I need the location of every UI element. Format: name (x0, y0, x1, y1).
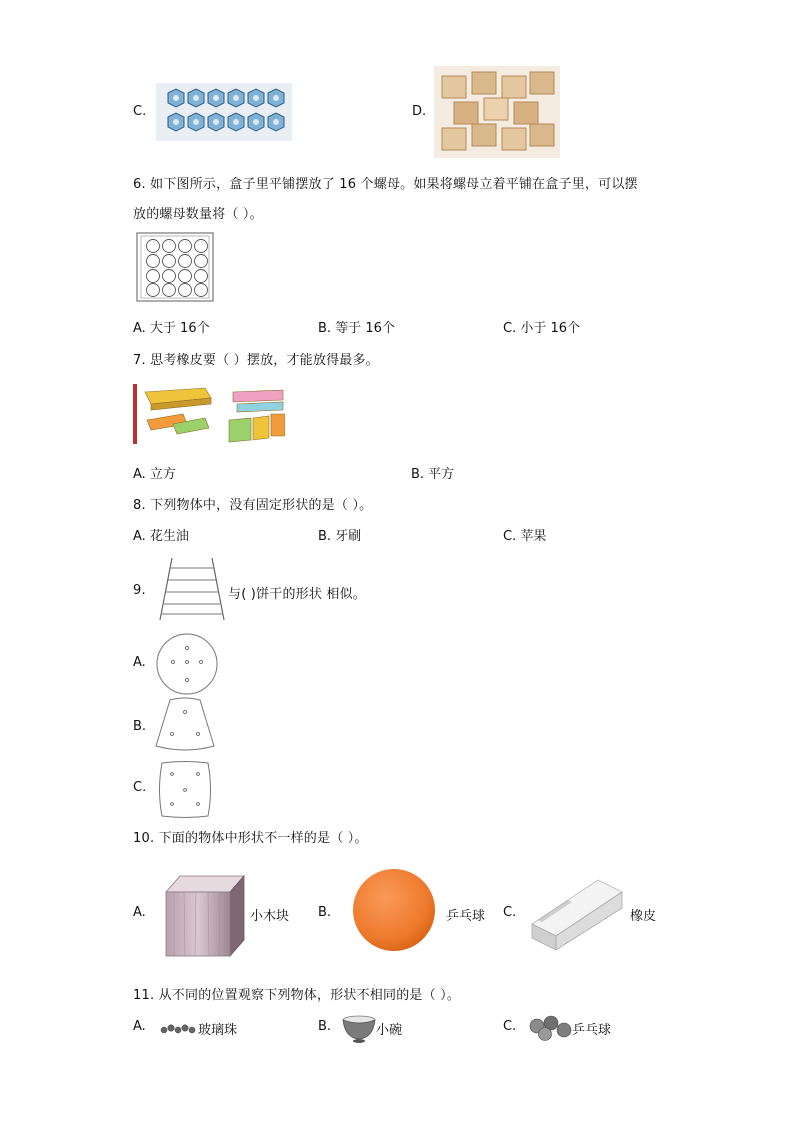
ladder-image (158, 556, 226, 622)
q9-number: 9. (133, 583, 146, 598)
q11-option-c-letter: C. (503, 1019, 517, 1034)
q10-option-b-letter: B. (318, 905, 332, 920)
q6-question-line1: 6. 如下图所示，盒子里平铺摆放了 16 个螺母。如果将螺母立着平铺在盒子里，可以摆 (133, 177, 638, 192)
q6-option-a: A. 大于 16个 (133, 321, 210, 336)
q8-question: 8. 下列物体中，没有固定形状的是（ ）。 (133, 498, 373, 513)
wood-cubes-image (434, 66, 560, 158)
q11-option-a-letter: A. (133, 1019, 146, 1034)
nut-box-image (135, 231, 215, 303)
erasers-image (133, 384, 285, 444)
ping-pong-ball-image (352, 868, 436, 952)
q10-option-c-letter: C. (503, 905, 517, 920)
q8-option-b: B. 牙刷 (318, 529, 362, 544)
eraser-image (528, 874, 624, 950)
q6-option-b: B. 等于 16个 (318, 321, 395, 336)
q9-option-c-label: C. (133, 780, 147, 795)
q10-question: 10. 下面的物体中形状不一样的是（ ）。 (133, 831, 368, 846)
q10-option-b-label: 乒乓球 (446, 909, 486, 924)
q8-option-c: C. 苹果 (503, 529, 547, 544)
q9-option-a-label: A. (133, 655, 146, 670)
square-biscuit-image (154, 760, 216, 820)
q5-option-d-label: D. (412, 104, 427, 119)
wooden-cube-image (160, 872, 246, 958)
q7-question: 7. 思考橡皮要（ ）摆放，才能放得最多。 (133, 353, 379, 368)
q11-option-c-label: 乒乓球 (572, 1023, 612, 1038)
q7-option-b: B. 平方 (411, 467, 455, 482)
nuts-row-image (156, 83, 292, 141)
q6-question-line2: 放的螺母数量将（ ）。 (133, 207, 263, 222)
q9-option-b-label: B. (133, 719, 147, 734)
q10-option-a-letter: A. (133, 905, 146, 920)
q11-option-b-label: 小碗 (376, 1023, 403, 1038)
q8-option-a: A. 花生油 (133, 529, 189, 544)
q7-option-a: A. 立方 (133, 467, 176, 482)
q10-option-c-label: 橡皮 (630, 909, 657, 924)
small-bowl-image (342, 1012, 376, 1044)
q10-option-a-label: 小木块 (250, 909, 290, 924)
ping-pong-balls-image (528, 1014, 574, 1042)
q11-option-a-label: 玻璃珠 (198, 1023, 238, 1038)
q6-option-c: C. 小于 16个 (503, 321, 581, 336)
round-biscuit-image (155, 632, 219, 696)
trapezoid-biscuit-image (152, 696, 218, 754)
q11-question: 11. 从不同的位置观察下列物体，形状不相同的是（ ）。 (133, 988, 461, 1003)
q5-option-c-label: C. (133, 104, 147, 119)
glass-beads-image (158, 1018, 198, 1038)
q11-option-b-letter: B. (318, 1019, 332, 1034)
q9-question: 与( )饼干的形状 相似。 (228, 587, 367, 602)
